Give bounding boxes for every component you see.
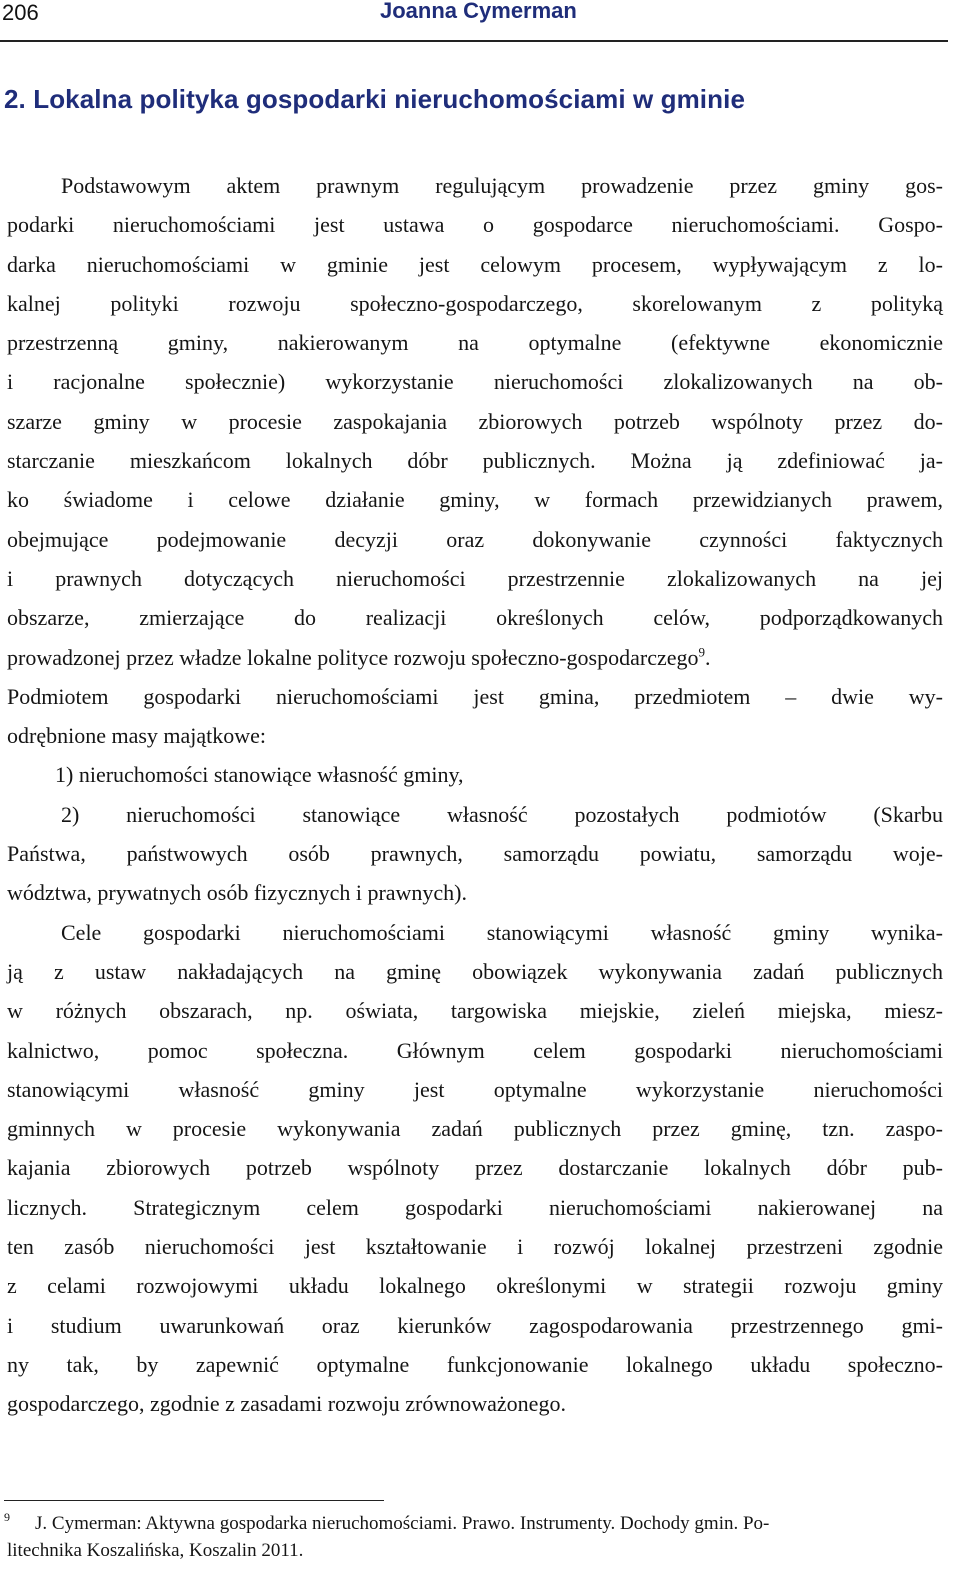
text-line: stanowiącymi własność gminy jest optymalne wykorzystanie nieruchomości bbox=[7, 1076, 943, 1102]
sentence-end: . bbox=[705, 644, 711, 670]
text-line: Podstawowym aktem prawnym regulującym prowadzenie przez gminy gos- bbox=[61, 173, 943, 198]
footnote-text-line: litechnika Koszalińska, Koszalin 2011. bbox=[7, 1540, 304, 1561]
text-line: z celami rozwojowymi układu lokalnego określonymi w strategii rozwoju gminy bbox=[7, 1273, 943, 1299]
text-line: w różnych obszarach, np. oświata, targowiska miejskie, zieleń miejska, miesz- bbox=[7, 998, 943, 1024]
text-line: szarze gminy w procesie zaspokajania zbiorowych potrzeb wspólnoty przez do- bbox=[7, 408, 943, 434]
text-line: gminnych w procesie wykonywania zadań publicznych przez gminę, tzn. zaspo- bbox=[7, 1116, 943, 1142]
running-head-author: Joanna Cymerman bbox=[380, 0, 577, 23]
text-line: ten zasób nieruchomości jest kształtowanie i rozwój lokalnej przestrzeni zgodnie bbox=[7, 1234, 943, 1260]
footnote-reference[interactable]: 9 bbox=[698, 644, 705, 660]
text-line: ko świadome i celowe działanie gminy, w formach przewidzianych prawem, bbox=[7, 487, 943, 513]
text-line: kalnej polityki rozwoju społeczno-gospodarczego, skorelowanym z polityką bbox=[7, 290, 943, 316]
text-line: i racjonalne społecznie) wykorzystanie nieruchomości zlokalizowanych na ob- bbox=[7, 369, 943, 395]
page-number: 206 bbox=[2, 0, 39, 25]
text-line: i prawnych dotyczących nieruchomości przestrzennie zlokalizowanych na jej bbox=[7, 565, 943, 591]
text-line: starczanie mieszkańcom lokalnych dóbr publicznych. Można ją zdefiniować ja- bbox=[7, 448, 943, 474]
text-line-with-footnote bbox=[7, 638, 943, 677]
text-line: wództwa, prywatnych osób fizycznych i prawnych). bbox=[7, 880, 468, 906]
text-line: podarki nieruchomościami jest ustawa o gospodarce nieruchomościami. Gospo- bbox=[7, 212, 943, 238]
text-line: kalnictwo, pomoc społeczna. Głównym celem gospodarki nieruchomościami bbox=[7, 1037, 943, 1063]
running-head bbox=[0, 0, 948, 44]
text-line: prowadzonej przez władze lokalne polityce rozwoju społeczno-gospodarczego bbox=[7, 644, 699, 670]
text-line: Podmiotem gospodarki nieruchomościami jest gmina, przedmiotem – dwie wy- bbox=[7, 683, 943, 709]
text-line: i studium uwarunkowań oraz kierunków zagospodarowania przestrzennego gmi- bbox=[7, 1312, 943, 1338]
text-line: licznych. Strategicznym celem gospodarki nieruchomościami nakierowanej na bbox=[7, 1194, 943, 1220]
footnote-number: 9 bbox=[4, 1510, 10, 1524]
text-line: Cele gospodarki nieruchomościami stanowiącymi własność gminy wynika- bbox=[61, 919, 943, 945]
text-line: obejmujące podejmowanie decyzji oraz dokonywanie czynności faktycznych bbox=[7, 526, 943, 552]
text-line: ją z ustaw nakładających na gminę obowiązek wykonywania zadań publicznych bbox=[7, 958, 943, 984]
list-item: 2) nieruchomości stanowiące własność pozostałych podmiotów (Skarbu bbox=[61, 801, 943, 827]
footnote bbox=[4, 1510, 943, 1564]
text-line: Państwa, państwowych osób prawnych, samorządu powiatu, samorządu woje- bbox=[7, 841, 943, 867]
list-item: 1) nieruchomości stanowiące własność gminy, bbox=[55, 762, 464, 788]
text-line: odrębnione masy majątkowe: bbox=[7, 723, 267, 749]
text-line: obszarze, zmierzające do realizacji określonych celów, podporządkowanych bbox=[7, 605, 943, 631]
section-title: 2. Lokalna polityka gospodarki nieruchomościami w gminie bbox=[4, 84, 746, 114]
text-line: gospodarczego, zgodnie z zasadami rozwoju zrównoważonego. bbox=[7, 1391, 566, 1417]
body-text bbox=[7, 166, 943, 1424]
text-line: kajania zbiorowych potrzeb wspólnoty przez dostarczanie lokalnych dóbr pub- bbox=[7, 1155, 943, 1181]
footnote-separator bbox=[4, 1500, 384, 1501]
text-line: przestrzenną gminy, nakierowanym na optymalne (efektywne ekonomicznie bbox=[7, 330, 943, 356]
header-rule bbox=[0, 40, 948, 42]
text-line: darka nieruchomościami w gminie jest celowym procesem, wypływającym z lo- bbox=[7, 251, 943, 277]
text-line: ny tak, by zapewnić optymalne funkcjonowanie lokalnego układu społeczno- bbox=[7, 1351, 943, 1377]
footnote-text-line: J. Cymerman: Aktywna gospodarka nieruchomościami. Prawo. Instrumenty. Dochody gmin. Po- bbox=[35, 1513, 770, 1534]
